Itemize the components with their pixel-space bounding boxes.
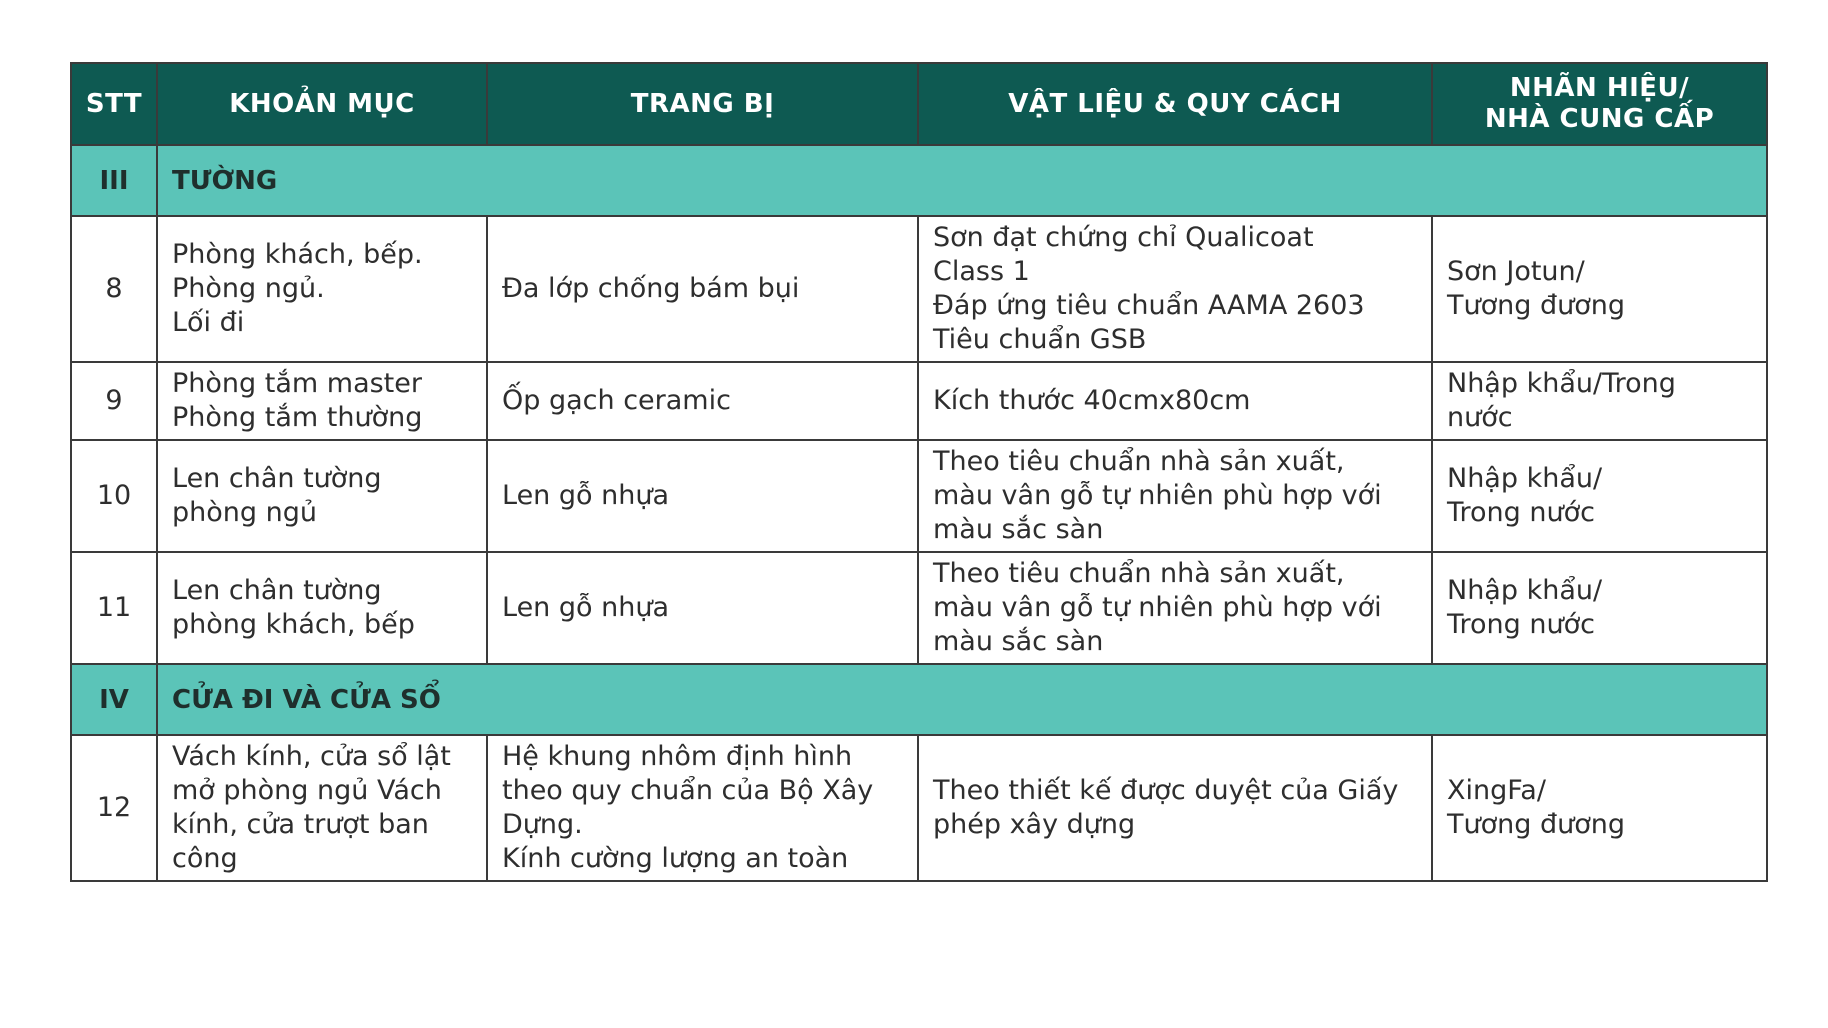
row-material-line: màu sắc sàn — [933, 626, 1104, 657]
row-material-line: Theo thiết kế được duyệt của Giấy — [933, 775, 1399, 806]
row-equipment — [487, 362, 918, 440]
section-title: TƯỜNG — [157, 145, 1767, 216]
row-brand-line: Sơn Jotun/ — [1447, 256, 1585, 287]
row-material — [918, 362, 1432, 440]
row-item — [157, 440, 487, 552]
row-material-line: Đáp ứng tiêu chuẩn AAMA 2603 — [933, 290, 1365, 321]
row-material-line: Theo tiêu chuẩn nhà sản xuất, — [933, 558, 1345, 589]
row-equipment-line: Ốp gạch ceramic — [502, 385, 731, 416]
header-material: VẬT LIỆU & QUY CÁCH — [918, 63, 1432, 145]
row-brand-line: Tương đương — [1447, 809, 1625, 840]
row-brand-line: Nhập khẩu/Trong — [1447, 368, 1676, 399]
spec-table — [70, 62, 1768, 882]
row-material-line: Tiêu chuẩn GSB — [933, 324, 1147, 355]
row-material-line: phép xây dựng — [933, 809, 1136, 840]
row-stt: 11 — [71, 552, 157, 664]
section-number: IV — [71, 664, 157, 735]
row-item-line: công — [172, 843, 238, 874]
row-brand — [1432, 552, 1767, 664]
header-equipment: TRANG BỊ — [487, 63, 918, 145]
row-item — [157, 362, 487, 440]
row-brand-line: Trong nước — [1447, 497, 1595, 528]
row-stt: 12 — [71, 735, 157, 881]
row-brand-line: nước — [1447, 402, 1513, 433]
row-brand-line: Tương đương — [1447, 290, 1625, 321]
row-item-line: Phòng tắm thường — [172, 402, 423, 433]
row-item-line: Lối đi — [172, 307, 245, 338]
row-brand-line: Nhập khẩu/ — [1447, 463, 1603, 494]
row-equipment — [487, 735, 918, 881]
row-item-line: Phòng ngủ. — [172, 273, 325, 304]
row-item-line: Len chân tường — [172, 463, 382, 494]
row-equipment-line: theo quy chuẩn của Bộ Xây — [502, 775, 874, 806]
row-stt: 10 — [71, 440, 157, 552]
header-brand-line: NHÀ CUNG CẤP — [1484, 104, 1715, 134]
row-brand-line: XingFa/ — [1447, 775, 1546, 806]
row-material-line: Theo tiêu chuẩn nhà sản xuất, — [933, 446, 1345, 477]
header-item: KHOẢN MỤC — [157, 63, 487, 145]
table-body — [71, 145, 1767, 881]
row-item-line: Len chân tường — [172, 575, 382, 606]
row-item — [157, 552, 487, 664]
row-stt: 9 — [71, 362, 157, 440]
row-item-line: Phòng khách, bếp. — [172, 239, 423, 270]
row-material-line: Sơn đạt chứng chỉ Qualicoat — [933, 222, 1314, 253]
row-item-line: kính, cửa trượt ban — [172, 809, 429, 840]
row-equipment — [487, 440, 918, 552]
row-equipment-line: Len gỗ nhựa — [502, 480, 669, 511]
row-material — [918, 440, 1432, 552]
row-material — [918, 216, 1432, 362]
row-stt: 8 — [71, 216, 157, 362]
row-brand — [1432, 362, 1767, 440]
table-row — [71, 440, 1767, 552]
row-material-line: màu vân gỗ tự nhiên phù hợp với — [933, 480, 1382, 511]
header-brand-line: NHÃN HIỆU/ — [1509, 73, 1690, 103]
row-equipment-line: Dựng. — [502, 809, 583, 840]
row-item — [157, 216, 487, 362]
table-row — [71, 552, 1767, 664]
row-item-line: phòng ngủ — [172, 497, 317, 528]
header-row — [71, 63, 1767, 145]
row-material — [918, 552, 1432, 664]
row-equipment-line: Len gỗ nhựa — [502, 592, 669, 623]
row-brand-line: Nhập khẩu/ — [1447, 575, 1603, 606]
row-material-line: Kích thước 40cmx80cm — [933, 385, 1251, 416]
section-title: CỬA ĐI VÀ CỬA SỔ — [157, 664, 1767, 735]
row-material-line: màu sắc sàn — [933, 514, 1104, 545]
row-equipment — [487, 552, 918, 664]
row-material-line: Class 1 — [933, 256, 1030, 287]
row-brand-line: Trong nước — [1447, 609, 1595, 640]
row-equipment-line: Hệ khung nhôm định hình — [502, 741, 853, 772]
table-row — [71, 216, 1767, 362]
table-row — [71, 735, 1767, 881]
section-row — [71, 664, 1767, 735]
table-row — [71, 362, 1767, 440]
row-item-line: phòng khách, bếp — [172, 609, 415, 640]
row-material — [918, 735, 1432, 881]
row-brand — [1432, 216, 1767, 362]
section-row — [71, 145, 1767, 216]
row-equipment-line: Đa lớp chống bám bụi — [502, 273, 800, 304]
row-item-line: Vách kính, cửa sổ lật — [172, 741, 451, 772]
row-material-line: màu vân gỗ tự nhiên phù hợp với — [933, 592, 1382, 623]
row-item — [157, 735, 487, 881]
row-equipment — [487, 216, 918, 362]
header-stt: STT — [71, 63, 157, 145]
row-brand — [1432, 735, 1767, 881]
row-equipment-line: Kính cường lượng an toàn — [502, 843, 849, 874]
row-brand — [1432, 440, 1767, 552]
row-item-line: mở phòng ngủ Vách — [172, 775, 442, 806]
row-item-line: Phòng tắm master — [172, 368, 422, 399]
header-brand — [1432, 63, 1767, 145]
section-number: III — [71, 145, 157, 216]
